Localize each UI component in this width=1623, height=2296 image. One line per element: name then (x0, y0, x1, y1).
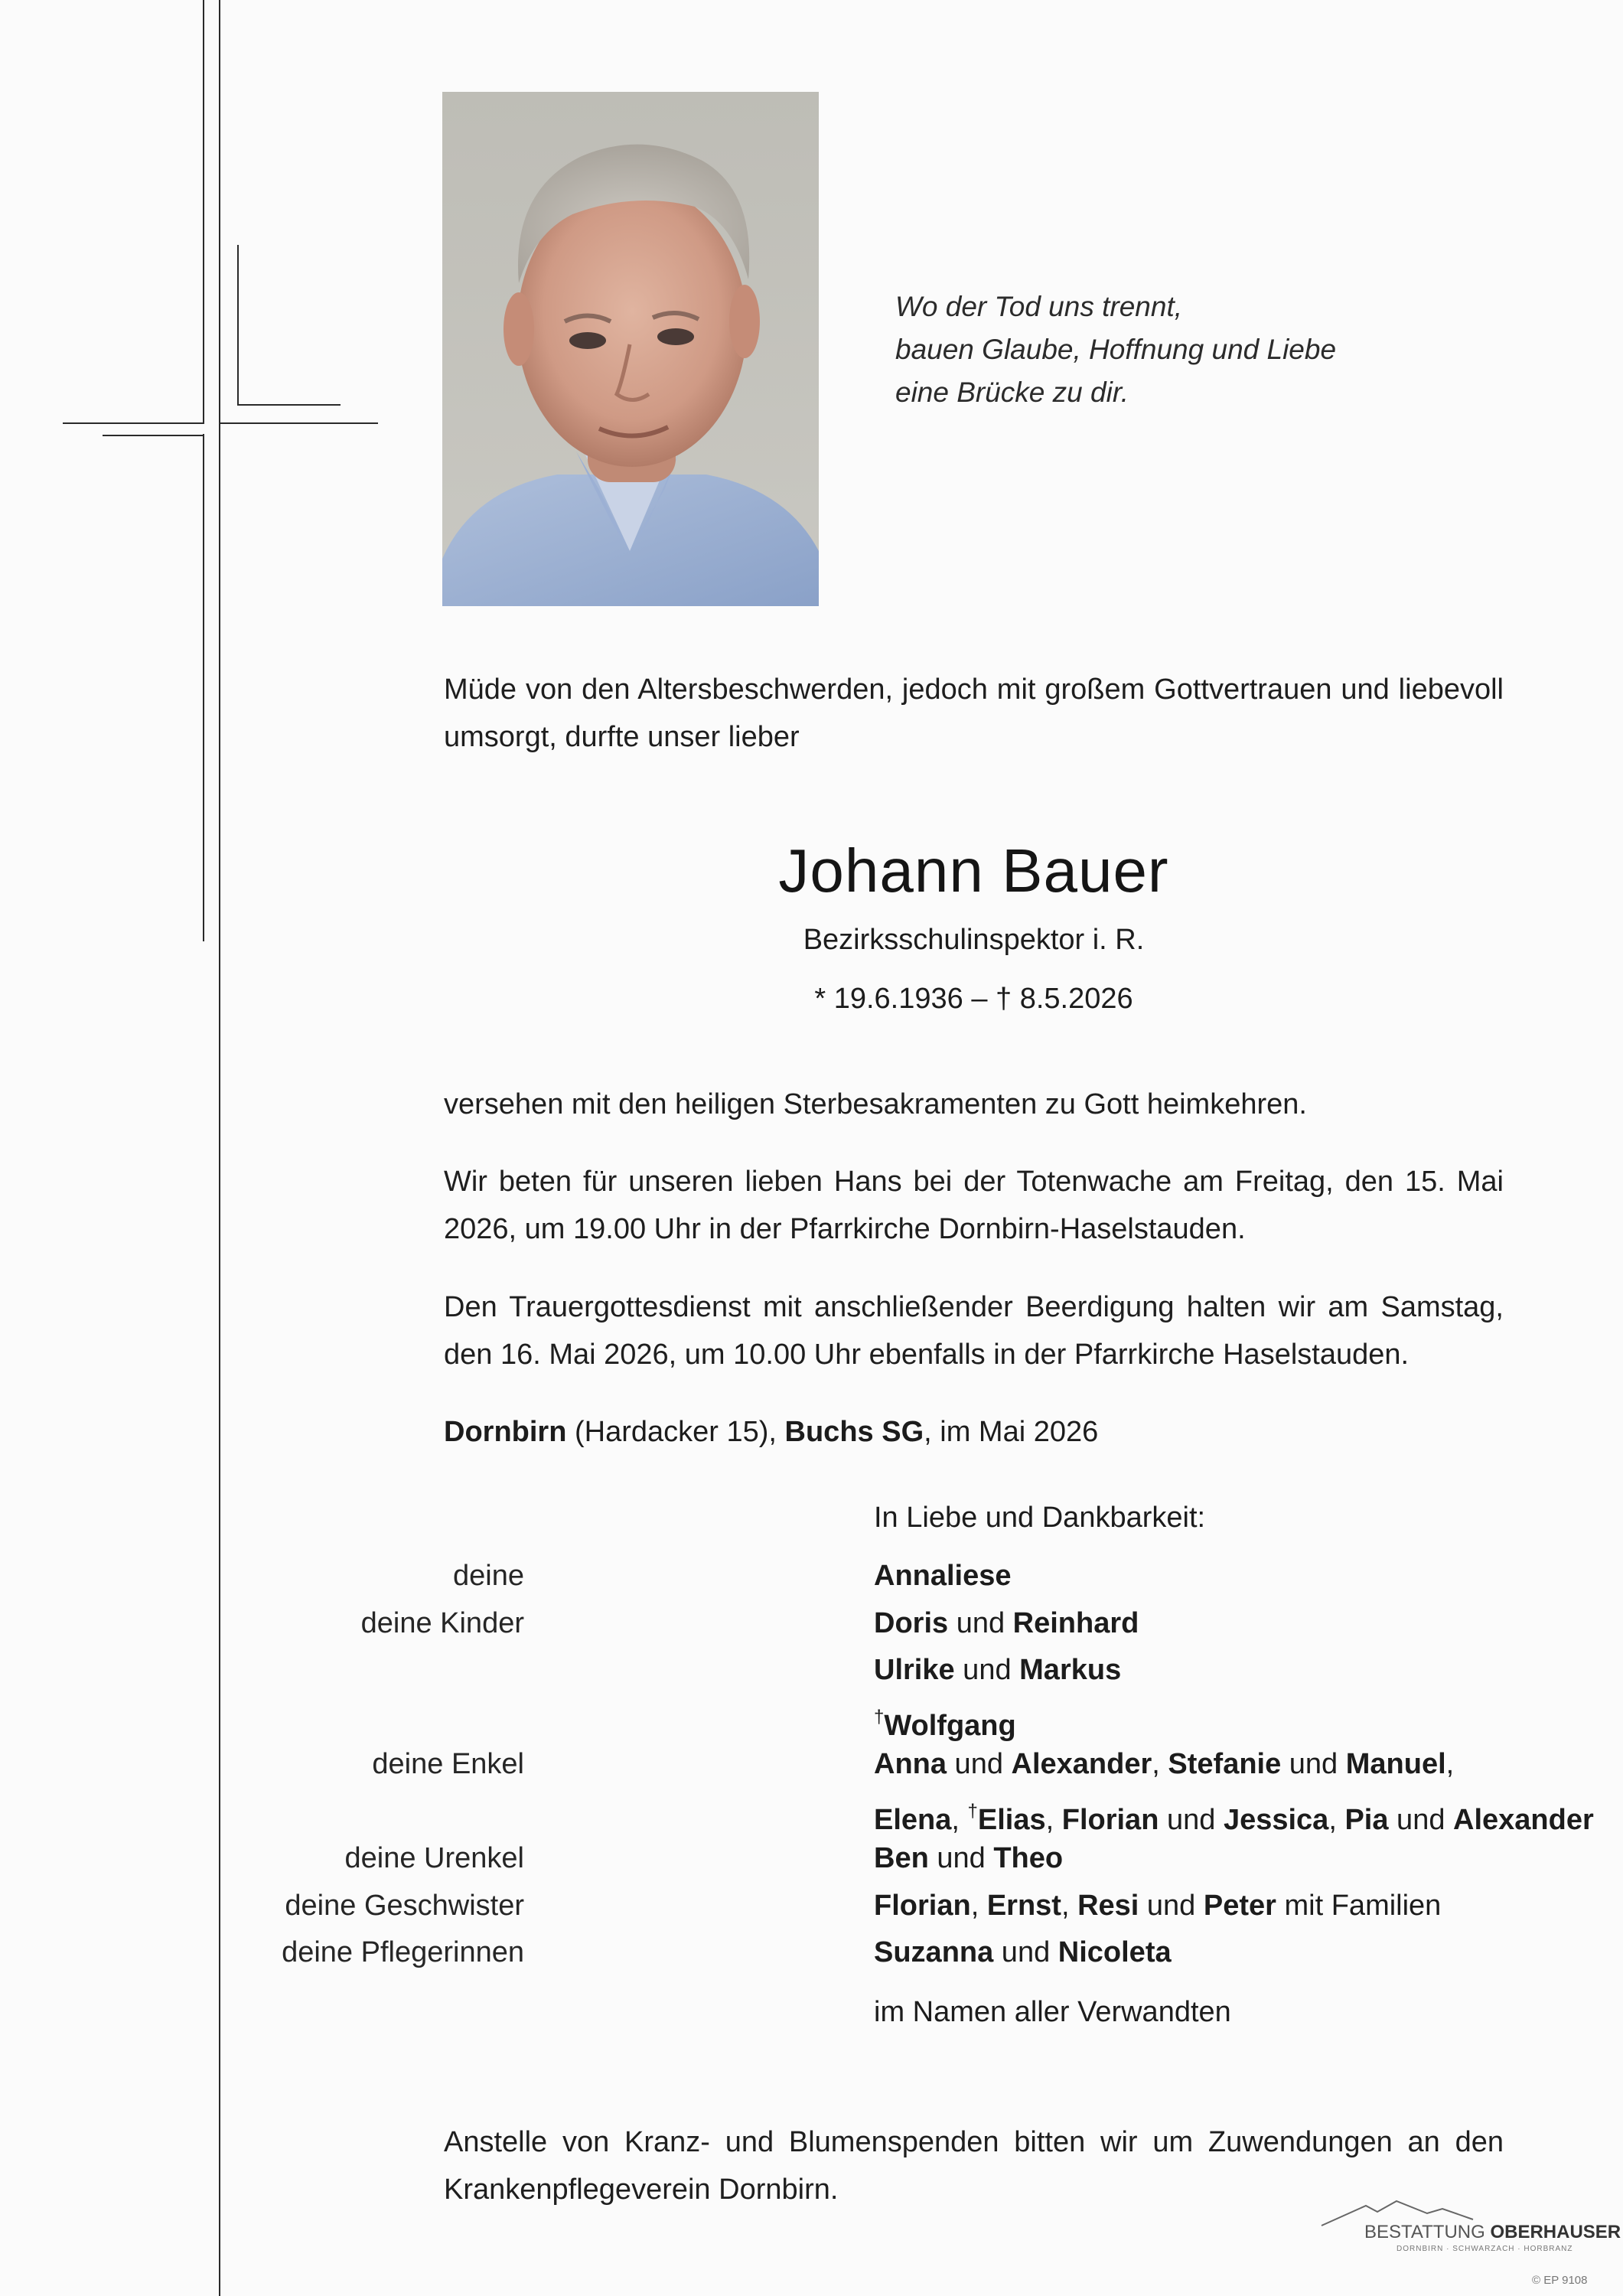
family-name: Jessica (1223, 1803, 1329, 1836)
place-city: Buchs SG (784, 1416, 924, 1448)
family-name: Doris (874, 1606, 949, 1639)
cross-vertical-upper-right (237, 245, 239, 406)
logo-locations: DORNBIRN · SCHWARZACH · HORBRANZ (1396, 2245, 1573, 2253)
family-relation: deine Pflegerinnen (282, 1936, 524, 1968)
funeral-home-logo (1320, 2197, 1621, 2273)
deceased-cross-icon: † (874, 1706, 885, 1727)
family-name: Stefanie (1168, 1748, 1282, 1780)
print-code: © EP 9108 (1532, 2274, 1588, 2287)
family-row (444, 1552, 1504, 1600)
family-names (874, 1600, 1139, 1647)
cross-vertical-long (219, 0, 220, 2296)
logo-name (1364, 2221, 1621, 2244)
cross-horizontal-left (63, 422, 204, 424)
quote-line: Wo der Tod uns trennt, (895, 291, 1183, 322)
connector: , (1045, 1803, 1062, 1836)
deceased-name: Johann Bauer (778, 837, 1169, 905)
family-row (344, 1835, 1504, 1882)
cross-horizontal-right (220, 422, 378, 424)
funeral-paragraph: Den Trauergottesdienst mit anschließender Beerdigung halten wir am Samstag, den 16. Mai 2026, um 10.00 Uhr ebenfalls in der Pfarrkirche Haselstauden. (444, 1291, 1504, 1371)
family-name: Peter (1203, 1889, 1276, 1922)
family-relation: deine Urenkel (344, 1842, 524, 1874)
family-relation: deine (453, 1560, 524, 1592)
connector: und (954, 1654, 1020, 1686)
closing-line: im Namen aller Verwandten (874, 1996, 1231, 2028)
family-relation: deine Kinder (360, 1606, 524, 1639)
wake-paragraph: Wir beten für unseren lieben Hans bei der Totenwache am Freitag, den 15. Mai 2026, um 19.00 Uhr in der Pfarrkirche Dornbirn-Haselstauden. (444, 1166, 1504, 1245)
family-name: Elena (874, 1803, 952, 1836)
family-name: Alexander (1011, 1748, 1152, 1780)
place-date-line (444, 1408, 1098, 1456)
family-name: Theo (993, 1842, 1064, 1874)
connector: und (1159, 1803, 1224, 1836)
family-name: Alexander (1453, 1803, 1594, 1836)
deceased-title: Bezirksschulinspektor i. R. (803, 924, 1145, 956)
connector: , (951, 1803, 968, 1836)
place-address: (Hardacker 15), (566, 1416, 785, 1448)
donation-paragraph: Anstelle von Kranz- und Blumenspenden bitten wir um Zuwendungen an den Krankenpflegeverein Dornbirn. (444, 2126, 1504, 2206)
family-name: Anna (874, 1748, 947, 1780)
connector: und (948, 1606, 1013, 1639)
quote-line: bauen Glaube, Hoffnung und Liebe (895, 334, 1337, 365)
memorial-quote (895, 285, 1431, 414)
logo-name-light: BESTATTUNG (1364, 2222, 1491, 2242)
family-names (874, 1929, 1172, 1976)
family-row (285, 1882, 1504, 1929)
connector: und (947, 1748, 1012, 1780)
deceased-cross-icon: † (967, 1800, 978, 1821)
life-dates: * 19.6.1936 – † 8.5.2026 (814, 983, 1133, 1015)
family-name: Florian (874, 1889, 971, 1922)
connector: , (1445, 1748, 1455, 1780)
portrait-photo (442, 92, 819, 606)
family-row (282, 1929, 1504, 1976)
family-names (874, 1552, 1012, 1600)
quote-line: eine Brücke zu dir. (895, 377, 1129, 408)
family-row (444, 1788, 1594, 1836)
cross-horizontal-upper-right (237, 404, 341, 406)
cross-vertical-lower-left (203, 434, 204, 941)
family-names (874, 1646, 1121, 1694)
logo-name-bold: OBERHAUSER (1490, 2222, 1621, 2242)
connector: , (1061, 1889, 1078, 1922)
intro-paragraph: Müde von den Altersbeschwerden, jedoch mit großem Gottvertrauen und liebevoll umsorgt, durfte unser lieber (444, 673, 1504, 753)
sacraments-paragraph: versehen mit den heiligen Sterbesakramenten zu Gott heimkehren. (444, 1088, 1307, 1120)
place-city: Dornbirn (444, 1416, 567, 1448)
place-date: , im Mai 2026 (924, 1416, 1099, 1448)
family-name: Resi (1077, 1889, 1139, 1922)
connector: und (928, 1842, 994, 1874)
family-name: Markus (1019, 1654, 1122, 1686)
family-name: Annaliese (874, 1560, 1012, 1592)
connector: , (970, 1889, 987, 1922)
family-name: Florian (1061, 1803, 1159, 1836)
family-names (874, 1740, 1454, 1788)
connector: mit Familien (1276, 1889, 1442, 1922)
cross-horizontal-lower-left (103, 435, 204, 436)
family-name: Ben (874, 1842, 929, 1874)
family-row (444, 1694, 1504, 1741)
family-name: Ulrike (874, 1654, 955, 1686)
connector: , (1328, 1803, 1345, 1836)
family-name: Ernst (986, 1889, 1061, 1922)
family-names (874, 1835, 1063, 1882)
connector: und (993, 1936, 1058, 1968)
family-relation: deine Geschwister (285, 1889, 524, 1922)
family-name: Reinhard (1012, 1606, 1139, 1639)
family-relation: deine Enkel (372, 1748, 524, 1780)
connector: und (1139, 1889, 1204, 1922)
family-name: Wolfgang (884, 1709, 1016, 1742)
family-name: Suzanna (874, 1936, 994, 1968)
family-row (444, 1646, 1504, 1694)
family-name: Nicoleta (1058, 1936, 1172, 1968)
family-list (282, 1552, 1594, 1976)
cross-vertical-upper-left (203, 0, 204, 423)
family-name: Pia (1344, 1803, 1389, 1836)
family-row (372, 1740, 1504, 1788)
connector: , (1152, 1748, 1168, 1780)
family-name: Manuel (1345, 1748, 1446, 1780)
connector: und (1388, 1803, 1454, 1836)
family-row (360, 1600, 1504, 1647)
family-name: Elias (977, 1803, 1046, 1836)
family-names (874, 1882, 1441, 1929)
connector: und (1281, 1748, 1346, 1780)
thanks-line: In Liebe und Dankbarkeit: (874, 1502, 1206, 1534)
